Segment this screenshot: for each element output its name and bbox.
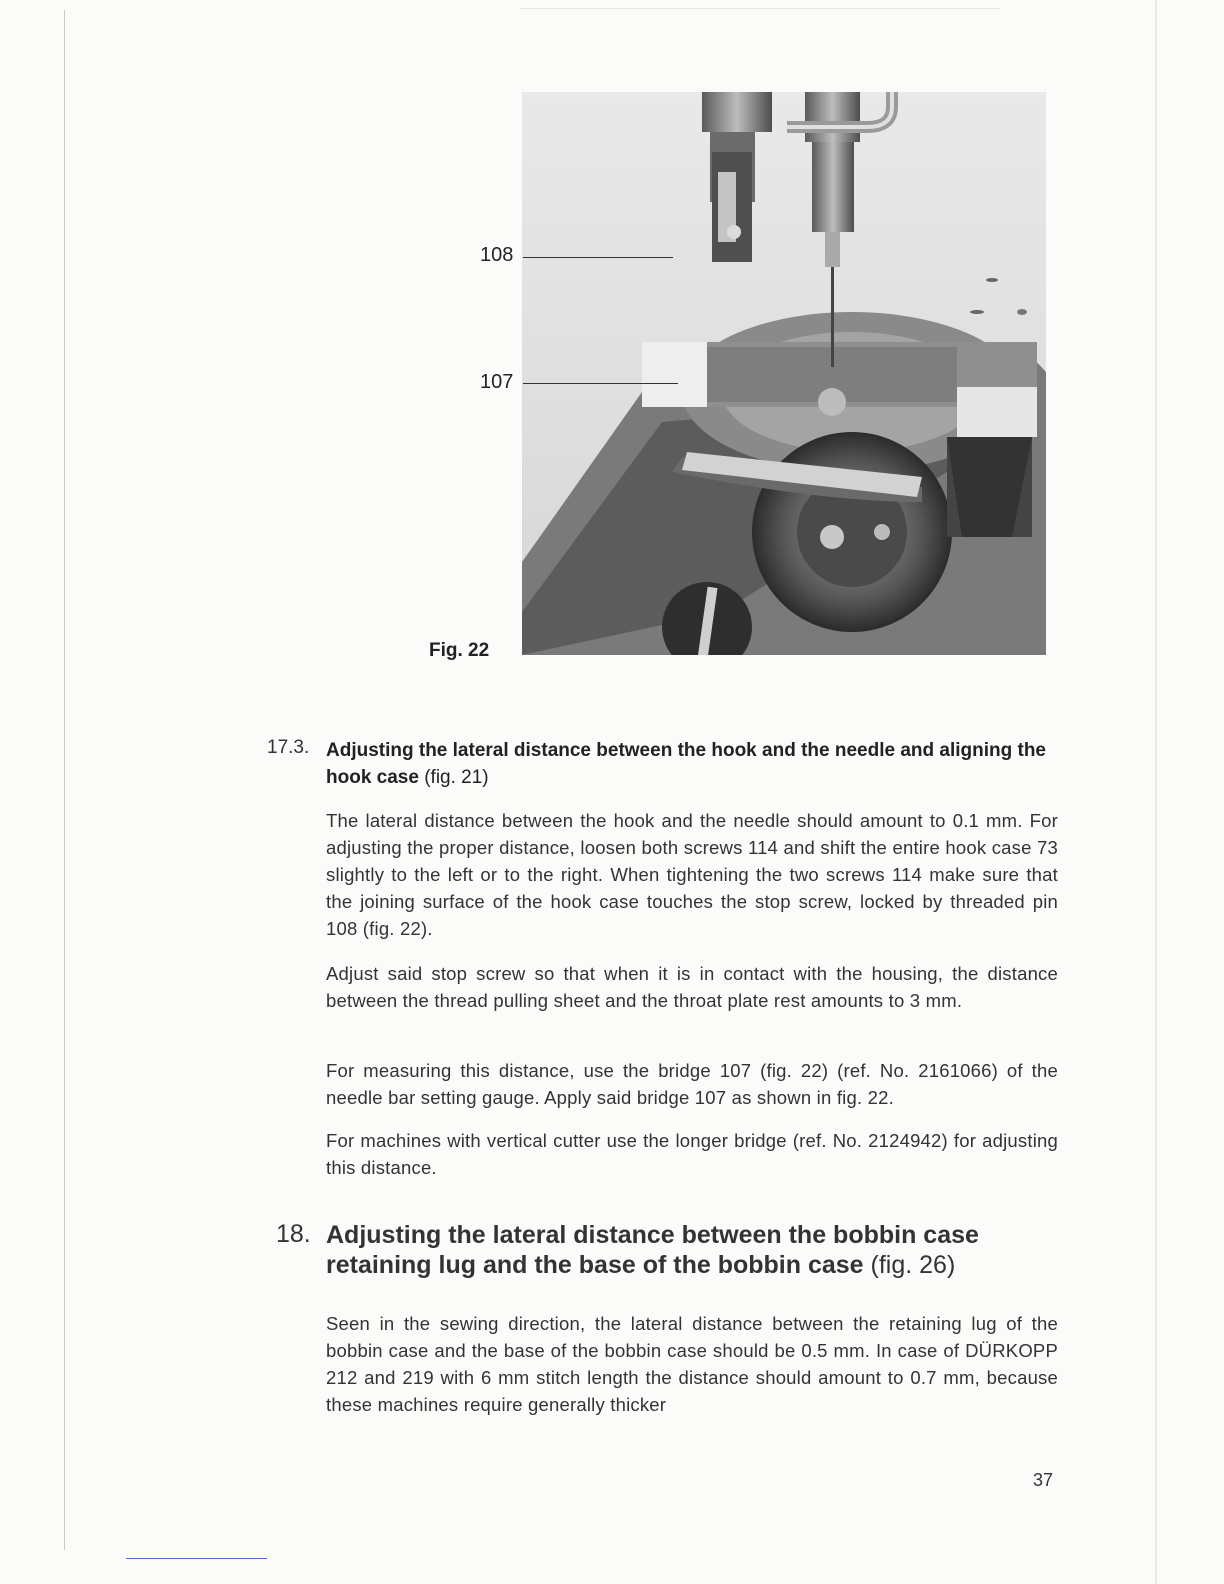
chapter-title-text: Adjusting the lateral distance between the bobbin case retaining lug and the base of the bobbin case <box>326 1221 979 1279</box>
paragraph: Adjust said stop screw so that when it is in contact with the housing, the distance between the thread pulling sheet and the throat plate rest amounts to 3 mm. <box>326 963 1058 1011</box>
section-fig-ref: (fig. 21) <box>424 767 489 788</box>
callout-label-107: 107 <box>480 371 514 393</box>
paragraph: Seen in the sewing direction, the lateral distance between the retaining lug of the bobbin case and the base of the bobbin case should be 0.5 mm. In case of DÜRKOPP 212 and 219 with 6 mm stitch length the distance should amount to 0.7 mm, because these machines require generally thicker <box>326 1313 1058 1415</box>
section-title <box>326 737 1046 791</box>
chapter-number: 18. <box>276 1220 311 1248</box>
paragraph: The lateral distance between the hook and the needle should amount to 0.1 mm. For adjusting the proper distance, loosen both screws 114 and shift the entire hook case 73 slightly to the left or to the right. When tightening the two screws 114 make sure that the joining surface of the hook case touches the stop screw, locked by threaded pin 108 (fig. 22). <box>326 810 1058 939</box>
figure-caption: Fig. 22 <box>429 640 490 661</box>
paragraph: For measuring this distance, use the bridge 107 (fig. 22) (ref. No. 2161066) of the needle bar setting gauge. Apply said bridge 107 as shown in fig. 22. <box>326 1060 1058 1108</box>
scan-edge-top <box>520 8 1000 9</box>
callout-label-108: 108 <box>480 244 514 266</box>
callout-line-108 <box>523 257 673 258</box>
paragraph: For machines with vertical cutter use the longer bridge (ref. No. 2124942) for adjusting this distance. <box>326 1130 1058 1178</box>
chapter-title <box>326 1220 1046 1280</box>
figure-photo-hook-gauge <box>522 92 1046 655</box>
page-edge-right <box>1155 0 1157 1584</box>
page-number: 37 <box>1033 1470 1054 1490</box>
chapter-fig-ref: (fig. 26) <box>870 1251 956 1279</box>
section-title-text: Adjusting the lateral distance between the hook and the needle and aligning the hook case <box>326 740 1046 788</box>
bottom-rule <box>126 1558 267 1559</box>
callout-line-107 <box>523 383 678 384</box>
section-number: 17.3. <box>267 737 310 758</box>
page-edge-left <box>64 10 65 1550</box>
